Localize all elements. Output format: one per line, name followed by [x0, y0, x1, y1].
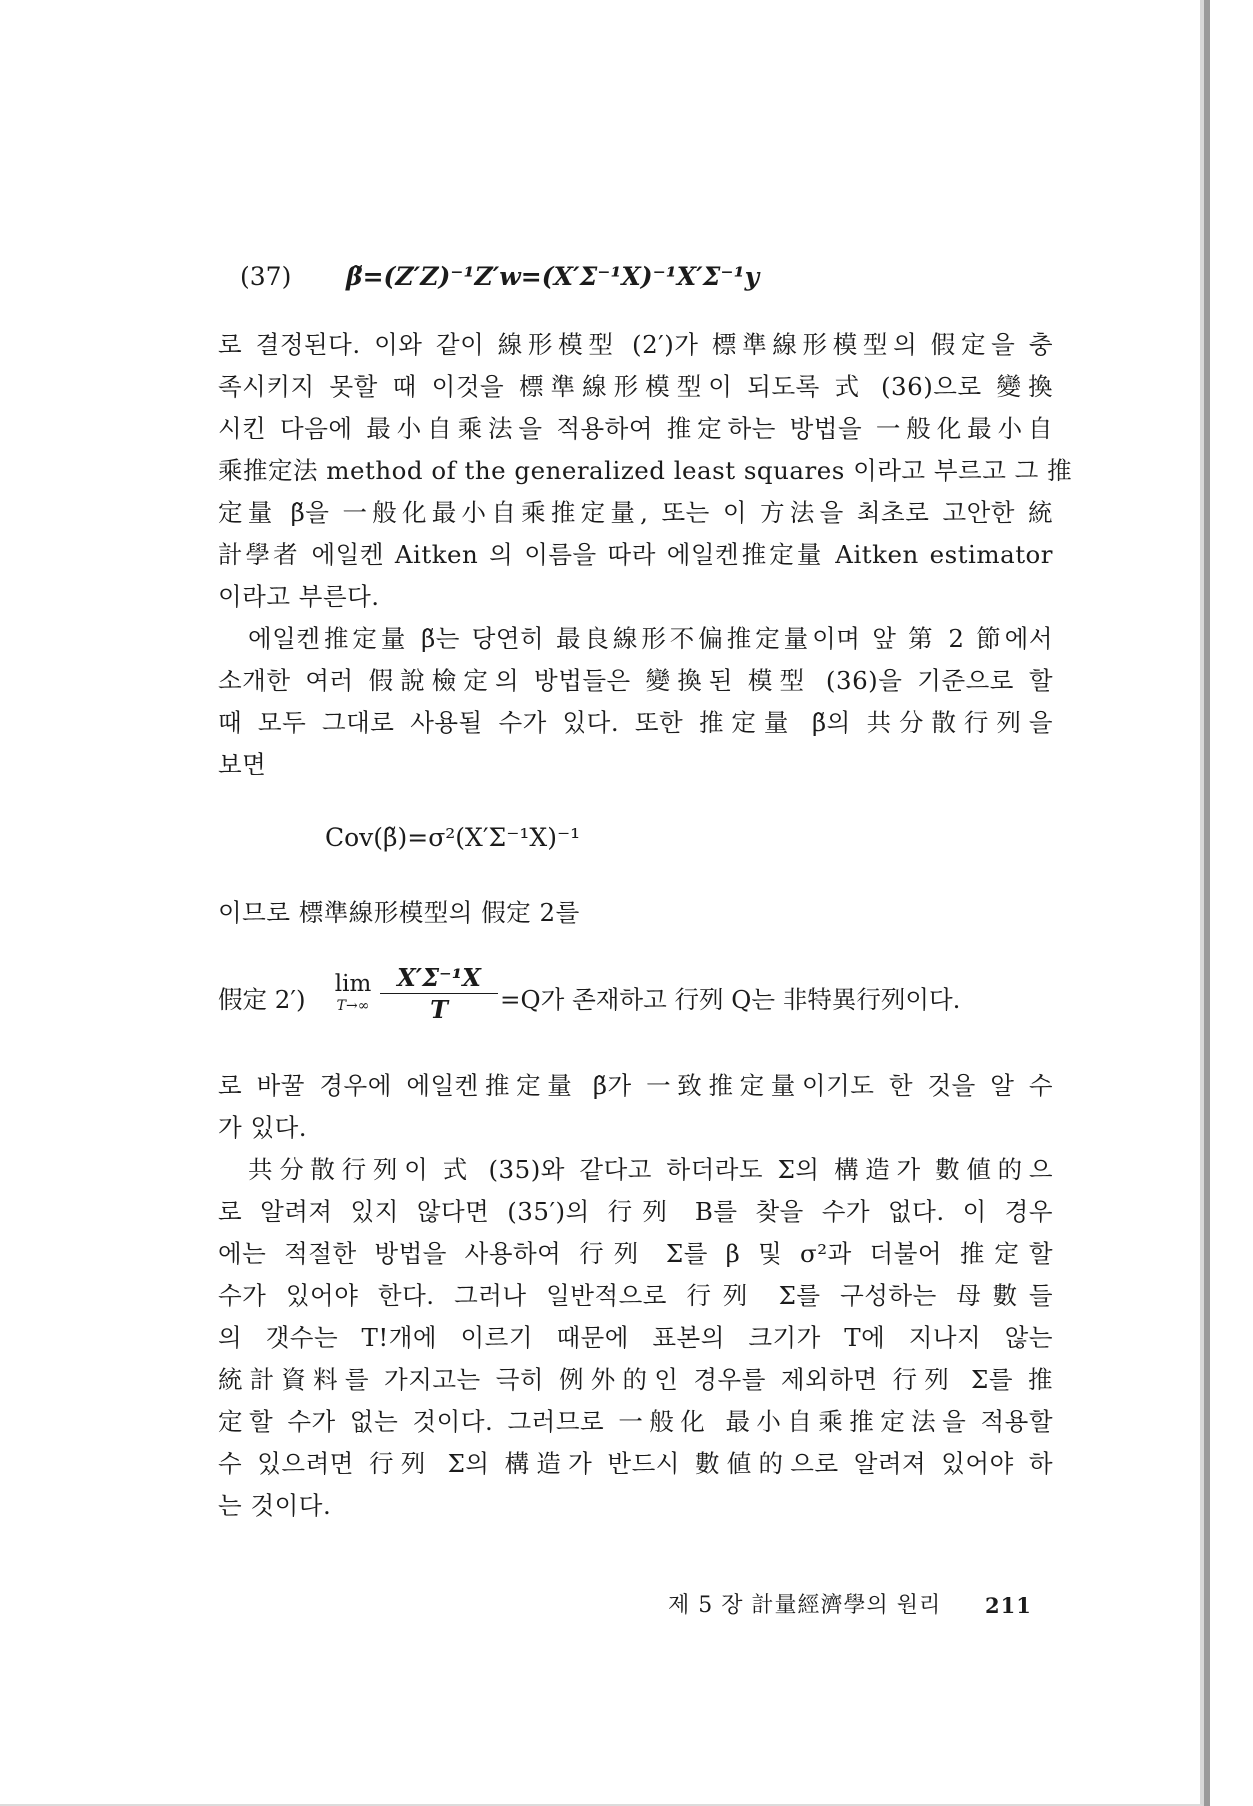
text-line: 定할 수가 없는 것이다. 그러므로 一般化 最小自乘推定法을 적용할 — [218, 1407, 1053, 1436]
text-line: 가 있다. — [218, 1113, 308, 1142]
text-line: 때 모두 그대로 사용될 수가 있다. 또한 推定量 β̃의 共分散行列을 — [218, 708, 1053, 737]
text-line: 로 알려져 있지 않다면 (35′)의 行列 B를 찾을 수가 없다. 이 경우 — [218, 1197, 1053, 1226]
text-line: 定量 β̃을 一般化最小自乘推定量, 또는 이 方法을 최초로 고안한 統 — [218, 498, 1053, 527]
equation-covariance: Cov(β̃)=σ²(X′Σ⁻¹X)⁻¹ — [325, 823, 581, 852]
text-line: 共分散行列이 式 (35)와 같다고 하더라도 Σ의 構造가 數値的으 — [248, 1155, 1053, 1184]
text-line: 이므로 標準線形模型의 假定 2를 — [218, 898, 580, 927]
running-footer-chapter: 제 5 장 計量經濟學의 원리 — [668, 1593, 942, 1618]
text-line: 족시키지 못할 때 이것을 標準線形模型이 되도록 式 (36)으로 變換 — [218, 372, 1053, 401]
fraction — [380, 963, 498, 1026]
limit-subscript: T→∞ — [336, 998, 370, 1014]
limit-operator — [330, 970, 376, 1014]
assumption-label: 假定 2′) — [218, 985, 306, 1014]
assumption-text: =Q가 존재하고 行列 Q는 非特異行列이다. — [500, 985, 961, 1014]
text-line: 에일켄推定量 β̃는 당연히 最良線形不偏推定量이며 앞 第 2 節에서 — [248, 624, 1053, 653]
text-line: 소개한 여러 假說檢定의 방법들은 變換된 模型 (36)을 기준으로 할 — [218, 666, 1053, 695]
fraction-denominator: T — [430, 995, 448, 1024]
page-number: 211 — [985, 1593, 1032, 1618]
text-line: 수가 있어야 한다. 그러나 일반적으로 行列 Σ를 구성하는 母數들 — [218, 1281, 1053, 1310]
text-line: 로 결정된다. 이와 같이 線形模型 (2′)가 標準線形模型의 假定을 충 — [218, 330, 1053, 359]
text-line: 計學者 에일켄 Aitken 의 이름을 따라 에일켄推定量 Aitken estimator — [218, 540, 1053, 569]
fraction-numerator: X′Σ⁻¹X — [380, 963, 498, 994]
equation-number: (37) — [240, 262, 292, 291]
limit-symbol: lim — [334, 971, 372, 997]
text-line: 의 갯수는 T!개에 이르기 때문에 표본의 크기가 T에 지나지 않는 — [218, 1323, 1053, 1352]
text-line: 에는 적절한 방법을 사용하여 行列 Σ를 β 및 σ²과 더불어 推定할 — [218, 1239, 1053, 1268]
page-edge-shadow — [1204, 0, 1210, 1806]
text-line: 乘推定法 method of the generalized least squares 이라고 부르고 그 推 — [218, 456, 1073, 485]
text-line: 이라고 부른다. — [218, 582, 380, 611]
text-line: 보면 — [218, 750, 267, 779]
text-line: 는 것이다. — [218, 1491, 332, 1520]
text-line: 시킨 다음에 最小自乘法을 적용하여 推定하는 방법을 一般化最小自 — [218, 414, 1053, 443]
equation-37: β̃=(Z′Z)⁻¹Z′w=(X′Σ⁻¹X)⁻¹X′Σ⁻¹y — [346, 262, 760, 291]
text-line: 로 바꿀 경우에 에일켄推定量 β̃가 一致推定量이기도 한 것을 알 수 — [218, 1071, 1053, 1100]
text-line: 수 있으려면 行列 Σ의 構造가 반드시 數値的으로 알려져 있어야 하 — [218, 1449, 1053, 1478]
text-line: 統計資料를 가지고는 극히 例外的인 경우를 제외하면 行列 Σ를 推 — [218, 1365, 1053, 1394]
